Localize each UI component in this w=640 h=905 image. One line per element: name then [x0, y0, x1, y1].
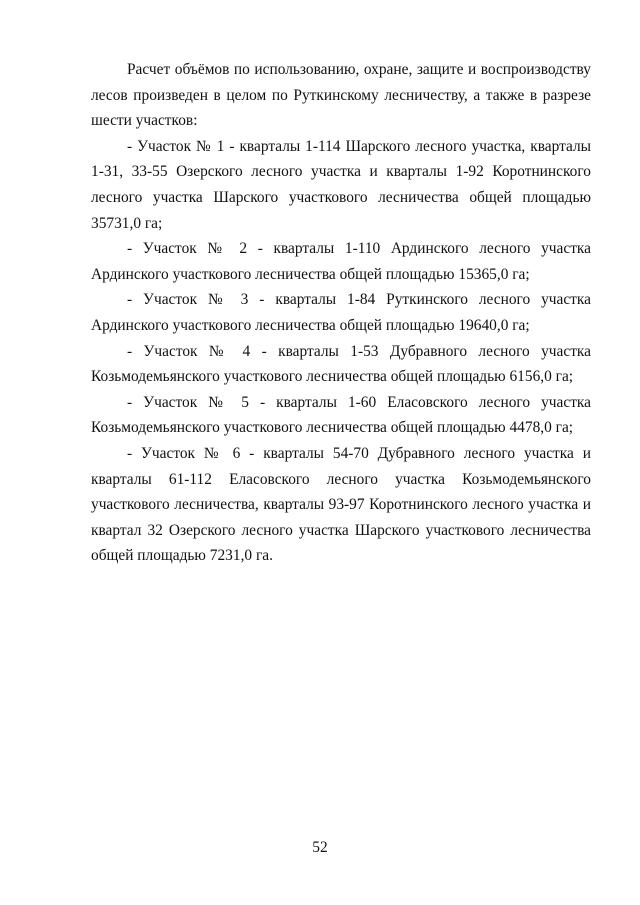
plot-2-paragraph: - Участок № 2 - кварталы 1-110 Ардинского лесного участка Ардинского участкового лесничества общей площадью 15365,0 га;: [91, 240, 591, 283]
plot-3-paragraph: - Участок № 3 - кварталы 1-84 Руткинского лесного участка Ардинского участкового лесничества общей площадью 19640,0 га;: [91, 291, 591, 334]
plot-5-paragraph: - Участок № 5 - кварталы 1-60 Еласовского лесного участка Козьмодемьянского участкового лесничества общей площадью 4478,0 га;: [91, 393, 591, 437]
document-body: [91, 57, 591, 569]
page-number: 52: [312, 839, 328, 856]
plot-1-paragraph: - Участок № 1 - кварталы 1-114 Шарского лесного участка, кварталы 1-31, 33-55 Озерского лесного участка и кварталы 1-92 Коротнинского лесного участка Шарского участкового лесничества общей площадью 35731,0 га;: [91, 137, 591, 232]
plot-4-paragraph: - Участок № 4 - кварталы 1-53 Дубравного лесного участка Козьмодемьянского участкового лесничества общей площадью 6156,0 га;: [91, 342, 591, 386]
intro-paragraph: Расчет объёмов по использованию, охране, защите и воспроизводству лесов произведен в целом по Руткинскому лесничеству, а также в разрезе шести участков:: [91, 61, 591, 130]
plot-6-paragraph: - Участок № 6 - кварталы 54-70 Дубравного лесного участка и кварталы 61-112 Еласовского лесного участка Козьмодемьянского участкового лесничества, кварталы 93-97 Коротнинского лесного участка и квартал 32 Озерского лесного участка Шарского участкового лесничества общей площадью 7231,0 га.: [91, 444, 591, 565]
